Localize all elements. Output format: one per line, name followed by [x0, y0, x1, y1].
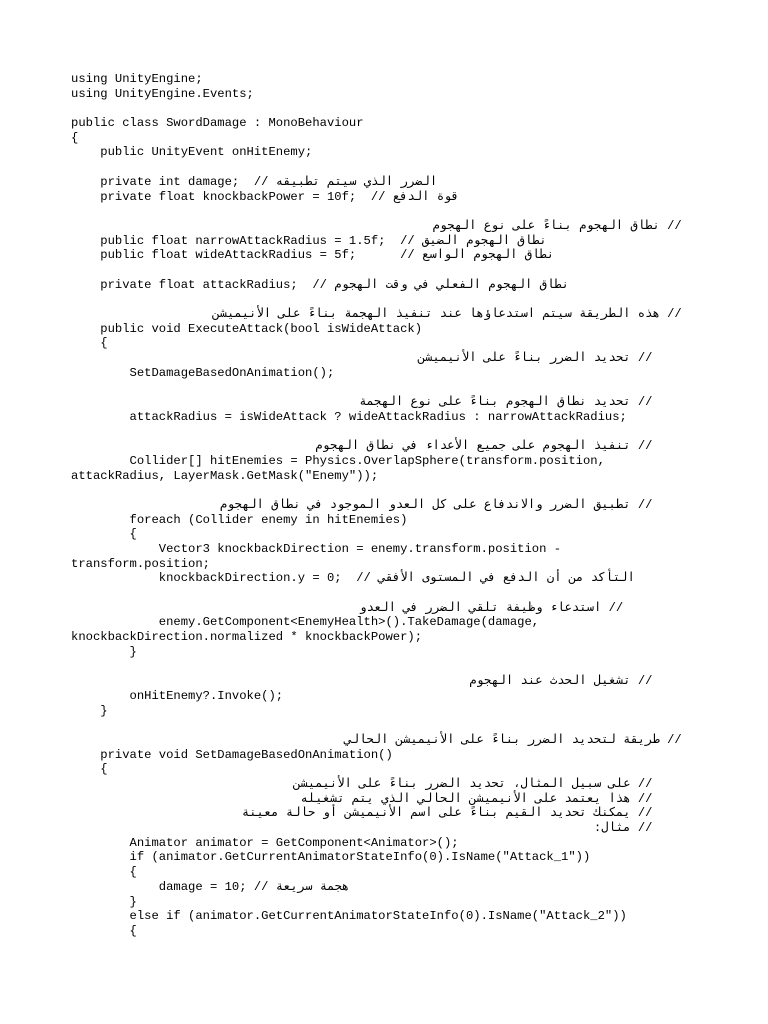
code-line: private float attackRadius; // نطاق الهجوم الفعلي في وقت الهجوم [71, 277, 569, 292]
code-line: attackRadius = isWideAttack ? wideAttackRadius : narrowAttackRadius; [71, 409, 627, 424]
code-line: // يمكنك تحديد القيم بناءً على اسم الأنيميشن أو حالة معينة [241, 806, 711, 821]
code-line [71, 660, 711, 675]
code-line: // تحديد الضرر بناءً على الأنيميشن [417, 351, 711, 366]
code-line: { [71, 762, 108, 777]
code-line: // هذا يعتمد على الأنيميشن الحالي الذي يتم تشغيله [300, 791, 711, 806]
code-line: // تشغيل الحدث عند الهجوم [469, 674, 711, 689]
code-line: // طريقة لتحديد الضرر بناءً على الأنيميشن الحالي [344, 732, 711, 747]
code-line: public class SwordDamage : MonoBehaviour [71, 116, 364, 131]
code-line: { [71, 336, 108, 351]
code-line [71, 425, 711, 440]
code-line [71, 483, 711, 498]
code-line [71, 101, 711, 116]
code-line: } [71, 894, 137, 909]
code-line: // مثال: [593, 821, 711, 836]
code-line: { [71, 527, 137, 542]
code-listing [71, 72, 711, 939]
code-line: foreach (Collider enemy in hitEnemies) [71, 512, 408, 527]
code-line: { [71, 130, 79, 145]
code-line [71, 380, 711, 395]
code-line: using UnityEngine; [71, 72, 203, 86]
code-line: onHitEnemy?.Invoke(); [71, 688, 284, 703]
code-line: damage = 10; // هجمة سريعة [71, 879, 350, 894]
code-line: { [71, 865, 137, 880]
code-line: Animator animator = GetComponent<Animator>(); [71, 835, 459, 850]
code-line: knockbackDirection.normalized * knockbackPower); [71, 630, 423, 645]
code-line [71, 160, 711, 175]
code-line: SetDamageBasedOnAnimation(); [71, 365, 335, 380]
code-line: private float knockbackPower = 10f; // قوة الدفع [71, 189, 459, 204]
code-line: public float wideAttackRadius = 5f; // نطاق الهجوم الواسع [71, 248, 555, 263]
code-line: } [71, 644, 137, 659]
code-line: private int damage; // الضرر الذي سيتم تطبيقه [71, 174, 438, 189]
code-line: private void SetDamageBasedOnAnimation() [71, 747, 393, 762]
code-line [71, 263, 711, 278]
code-line: attackRadius, LayerMask.GetMask("Enemy")); [71, 468, 379, 483]
code-line: { [71, 923, 137, 938]
code-line: // هذه الطريقة سيتم استدعاؤها عند تنفيذ الهجمة بناءً على الأنيميشن [212, 307, 711, 321]
code-line: public float narrowAttackRadius = 1.5f; // نطاق الهجوم الضيق [71, 233, 547, 248]
code-line: // استدعاء وظيفة تلقي الضرر في العدو [359, 600, 711, 615]
code-line: if (animator.GetCurrentAnimatorStateInfo(0).IsName("Attack_1")) [71, 850, 591, 865]
code-line [71, 718, 711, 733]
code-line: // نطاق الهجوم بناءً على نوع الهجوم [432, 218, 711, 233]
code-line [71, 292, 711, 307]
code-line: // تنفيذ الهجوم على جميع الأعداء في نطاق الهجوم [315, 439, 711, 454]
code-line: Vector3 knockbackDirection = enemy.transform.position - [71, 542, 562, 556]
code-line: else if (animator.GetCurrentAnimatorStateInfo(0).IsName("Attack_2")) [71, 909, 627, 924]
code-line: public void ExecuteAttack(bool isWideAttack) [71, 321, 423, 336]
code-line [71, 204, 711, 219]
code-line: // تحديد نطاق الهجوم بناءً على نوع الهجمة [359, 395, 711, 410]
code-line: } [71, 703, 108, 718]
code-line: using UnityEngine.Events; [71, 86, 254, 101]
code-line: public UnityEvent onHitEnemy; [71, 145, 313, 160]
code-line: Collider[] hitEnemies = Physics.OverlapSphere(transform.position, [71, 453, 605, 468]
code-line: knockbackDirection.y = 0; // التأكد من أن الدفع في المستوى الأفقي [71, 571, 635, 586]
code-line [71, 586, 711, 601]
code-line: // على سبيل المثال، تحديد الضرر بناءً على الأنيميشن [293, 777, 711, 791]
code-line: enemy.GetComponent<EnemyHealth>().TakeDamage(damage, [71, 615, 540, 630]
code-line: // تطبيق الضرر والاندفاع على كل العدو الموجود في نطاق الهجوم [219, 497, 711, 512]
code-line: transform.position; [71, 556, 210, 571]
